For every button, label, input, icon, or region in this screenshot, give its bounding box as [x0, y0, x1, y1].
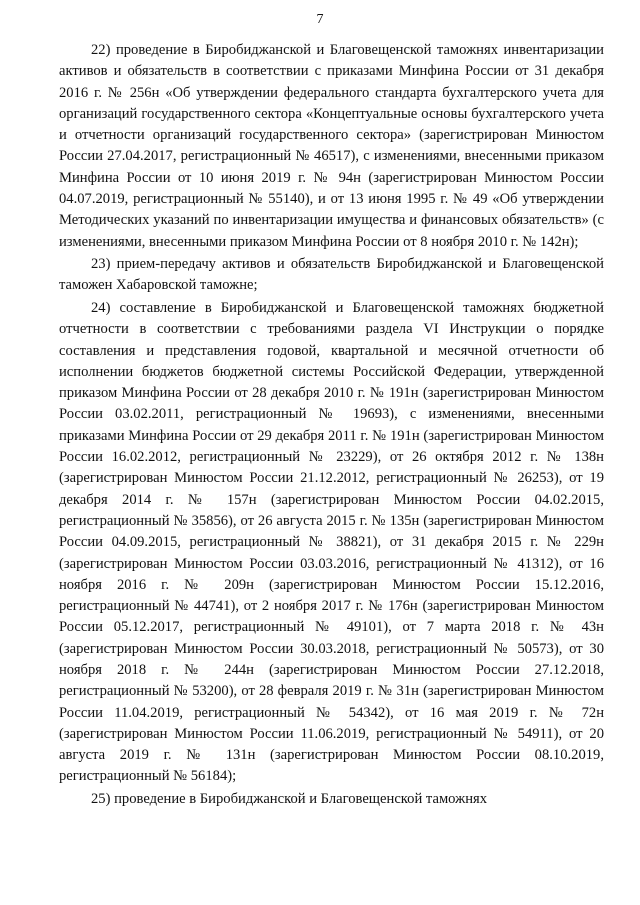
list-item-24: [59, 298, 604, 788]
list-item-text: прием-передачу активов и обязательств Биробиджанской и Благовещенской таможен Хабаровской таможне;: [59, 256, 604, 294]
document-body: [59, 40, 604, 811]
page-number: 7: [316, 12, 324, 27]
list-item-number: 22): [91, 42, 111, 58]
list-item-text: проведение в Биробиджанской и Благовещенской таможнях: [114, 790, 488, 807]
list-item-22: [59, 40, 604, 253]
list-item-25: [59, 789, 604, 810]
list-item-number: 24): [91, 299, 111, 316]
list-item-text: проведение в Биробиджанской и Благовещенской таможнях инвентаризации активов и обязательств в соответствии с приказами Минфина России от 31 декабря 2016 г. № 256н «Об утверждении федерального стандарта бухгалтерского учета для организаций государственного сектора «Концептуальные основы бухгалтерского учета и отчетности организаций государственного сектора» (зарегистрирован Минюстом России 27.04.2017, регистрационный № 46517), с изменениями, внесенными приказом Минфина России от 10 июня 2019 г. № 94н (зарегистрирован Минюстом России 04.07.2019, регистрационный № 55140), и от 13 июня 1995 г. № 49 «Об утверждении Методических указаний по инвентаризации имущества и финансовых обязательств» (с изменениями, внесенными приказом Минфина России от 8 ноября 2010 г. № 142н);: [59, 42, 604, 250]
list-item-23: [59, 254, 604, 297]
list-item-number: 23): [91, 256, 111, 273]
list-item-text: составление в Биробиджанской и Благовещенской таможнях бюджетной отчетности в соответствии с требованиями раздела VI Инструкции о порядке составления и представления годовой, квартальной и месячной отчетности об исполнении бюджетов бюджетной системы Российской Федерации, утвержденной приказом Минфина России от 28 декабря 2010 г. № 191н (зарегистрирован Минюстом России 03.02.2011, регистрационный № 19693), с изменениями, внесенными приказами Минфина России от 29 декабря 2011 г. № 191н (зарегистрирован Минюстом России 16.02.2012, регистрационный № 23229), от 26 октября 2012 г. № 138н (зарегистрирован Минюстом России 21.12.2012, регистрационный № 26253), от 19 декабря 2014 г. № 157н (зарегистрирован Минюстом России 04.02.2015, регистрационный № 35856), от 26 августа 2015 г. № 135н (зарегистрирован Минюстом России 04.09.2015, регистрационный № 38821), от 31 декабря 2015 г. № 229н (зарегистрирован Минюстом России 03.03.2016, регистрационный № 41312), от 16 ноября 2016 г. № 209н (зарегистрирован Минюстом России 15.12.2016, регистрационный № 44741), от 2 ноября 2017 г. № 176н (зарегистрирован Минюстом России 05.12.2017, регистрационный № 49101), от 7 марта 2018 г. № 43н (зарегистрирован Минюстом России 30.03.2018, регистрационный № 50573), от 30 ноября 2018 г. № 244н (зарегистрирован Минюстом России 27.12.2018, регистрационный № 53200), от 28 февраля 2019 г. № 31н (зарегистрирован Минюстом России 11.04.2019, регистрационный № 54342), от 16 мая 2019 г. № 72н (зарегистрирован Минюстом России 11.06.2019, регистрационный № 54911), от 20 августа 2019 г. № 131н (зарегистрирован Минюстом России 08.10.2019, регистрационный № 56184);: [59, 299, 604, 785]
list-item-number: 25): [91, 790, 111, 807]
